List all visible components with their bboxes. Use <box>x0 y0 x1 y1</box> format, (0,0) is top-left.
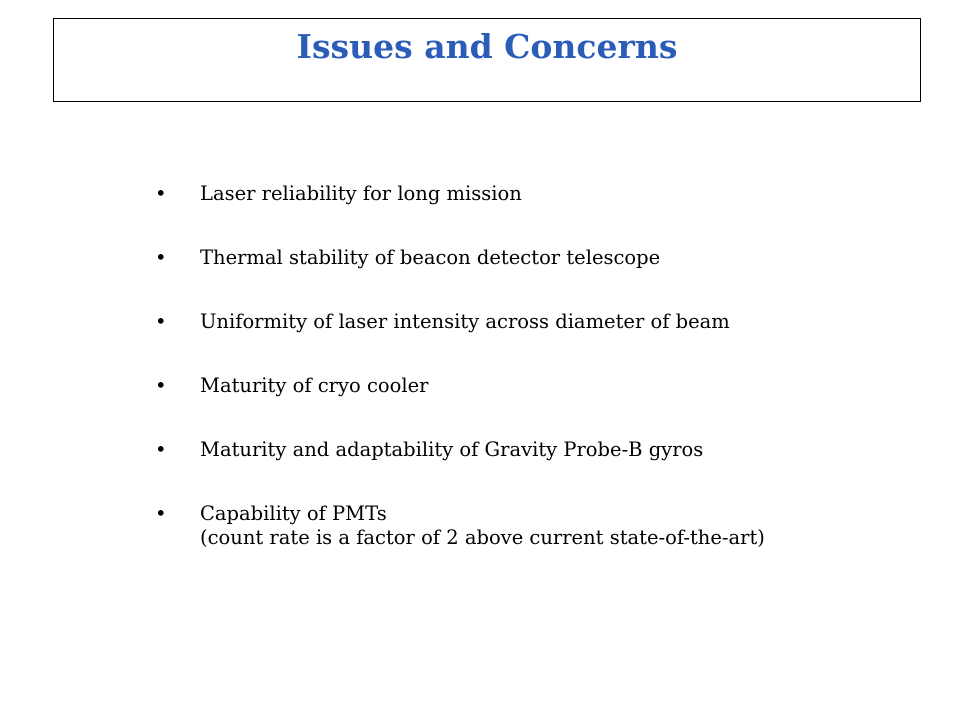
bullet-text: Uniformity of laser intensity across diameter of beam <box>200 310 730 333</box>
bullet-item <box>155 310 765 334</box>
bullet-item <box>155 502 765 550</box>
title-box <box>53 18 921 102</box>
bullet-text: Thermal stability of beacon detector telescope <box>200 246 661 269</box>
bullet-subtext: (count rate is a factor of 2 above current state-of-the-art) <box>200 526 765 549</box>
bullet-text: Laser reliability for long mission <box>200 182 522 205</box>
bullet-list <box>155 182 765 550</box>
bullet-item <box>155 374 765 398</box>
bullet-item <box>155 438 765 462</box>
bullet-item <box>155 182 765 206</box>
bullet-text: Capability of PMTs <box>200 502 387 525</box>
bullet-text: Maturity and adaptability of Gravity Probe-B gyros <box>200 438 704 461</box>
bullet-symbol: • <box>155 438 167 461</box>
bullet-symbol: • <box>155 182 167 205</box>
bullet-symbol: • <box>155 502 167 525</box>
bullet-symbol: • <box>155 310 167 333</box>
bullet-text: Maturity of cryo cooler <box>200 374 429 397</box>
bullet-symbol: • <box>155 246 167 269</box>
bullet-symbol: • <box>155 374 167 397</box>
bullet-item <box>155 246 765 270</box>
slide-title: Issues and Concerns <box>296 27 678 66</box>
